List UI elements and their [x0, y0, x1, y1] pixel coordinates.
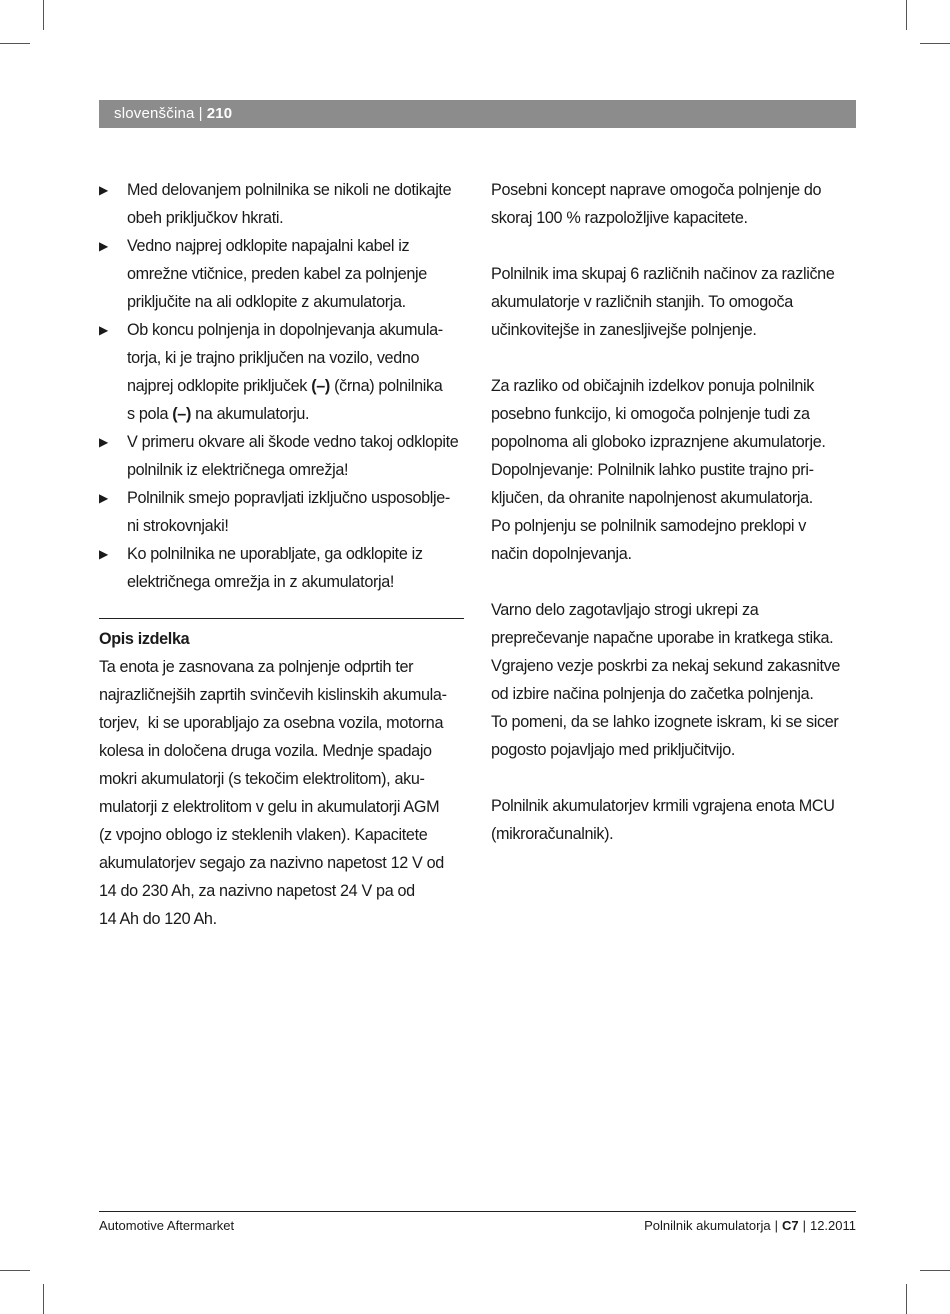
text-line: pogosto pojavljajo med priključitvijo. [491, 741, 736, 759]
text-line: (z vpojno oblogo iz steklenih vlaken). Kapacitete [99, 826, 428, 844]
bullet-line: najprej odklopite priključek [127, 377, 312, 395]
text-line: akumulatorjev segajo za nazivno napetost 12 V od [99, 854, 444, 872]
text-line: kolesa in določena druga vozila. Mednje spadajo [99, 742, 432, 760]
minus-terminal-symbol: (–) [311, 377, 330, 395]
paragraph [491, 176, 851, 232]
crop-mark [43, 1284, 44, 1314]
header-page-number: 210 [206, 105, 233, 122]
bullet-line: na akumulatorju. [190, 405, 310, 423]
text-line: (mikroračunalnik). [491, 825, 614, 843]
footer-separator: | [802, 1218, 806, 1233]
paragraph [491, 596, 851, 764]
text-line: Dopolnjevanje: Polnilnik lahko pustite trajno pri- [491, 461, 814, 479]
bullet-line: torja, ki je trajno priključen na vozilo, vedno [127, 349, 420, 367]
page-header [99, 100, 856, 128]
bullet-line: priključite na ali odklopite z akumulatorja. [127, 293, 406, 311]
footer-divider [99, 1211, 856, 1212]
bullet-arrow-icon: ▶ [99, 547, 108, 561]
footer-page-code: C7 [781, 1218, 799, 1233]
section-divider [99, 618, 464, 619]
crop-mark [920, 1270, 950, 1271]
bullet-arrow-icon: ▶ [99, 435, 108, 449]
bullet-line: ni strokovnjaki! [127, 517, 229, 535]
list-item [99, 540, 464, 596]
bullet-arrow-icon: ▶ [99, 491, 108, 505]
text-line: 14 do 230 Ah, za nazivno napetost 24 V pa od [99, 882, 415, 900]
text-line: To pomeni, da se lahko izognete iskram, ki se sicer [491, 713, 839, 731]
bullet-line: V primeru okvare ali škode vedno takoj odklopite [127, 433, 459, 451]
footer-left-text: Automotive Aftermarket [99, 1218, 235, 1233]
list-item [99, 428, 464, 484]
text-line: preprečevanje napačne uporabe in kratkega stika. [491, 629, 834, 647]
footer-doc-title: Polnilnik akumulatorja [644, 1218, 771, 1233]
text-line: Polnilnik akumulatorjev krmili vgrajena enota MCU [491, 797, 835, 815]
bullet-line: Vedno najprej odklopite napajalni kabel iz [127, 237, 410, 255]
crop-mark [920, 43, 950, 44]
text-line: 14 Ah do 120 Ah. [99, 910, 217, 928]
paragraph [491, 792, 851, 848]
text-line: skoraj 100 % razpoložljive kapacitete. [491, 209, 748, 227]
footer-date: 12.2011 [809, 1218, 856, 1233]
footer-separator: | [774, 1218, 778, 1233]
crop-mark [906, 1284, 907, 1314]
bullet-arrow-icon: ▶ [99, 239, 108, 253]
list-item [99, 176, 464, 232]
text-line: način dopolnjevanja. [491, 545, 632, 563]
text-line: najrazličnejših zaprtih svinčevih kislinskih akumula- [99, 686, 447, 704]
crop-mark [0, 1270, 30, 1271]
page-footer-right [644, 1216, 856, 1236]
text-line: od izbire načina polnjenja do začetka polnjenja. [491, 685, 814, 703]
text-line: Po polnjenju se polnilnik samodejno preklopi v [491, 517, 807, 535]
text-line: učinkovitejše in zanesljivejše polnjenje. [491, 321, 757, 339]
crop-mark [906, 0, 907, 30]
bullet-line: (črna) polnilnika [329, 377, 443, 395]
product-description [99, 653, 464, 933]
list-item [99, 484, 464, 540]
bullet-line: omrežne vtičnice, preden kabel za polnjenje [127, 265, 427, 283]
text-line: mokri akumulatorji (s tekočim elektrolitom), aku- [99, 770, 425, 788]
bullet-line: Ko polnilnika ne uporabljate, ga odklopite iz [127, 545, 423, 563]
text-line: Varno delo zagotavljajo strogi ukrepi za [491, 601, 759, 619]
text-line: posebno funkcijo, ki omogoča polnjenje tudi za [491, 405, 810, 423]
text-line: torjev, ki se uporabljajo za osebna vozila, motorna [99, 714, 444, 732]
crop-mark [43, 0, 44, 30]
text-line: akumulatorje v različnih stanjih. To omogoča [491, 293, 793, 311]
crop-mark [0, 43, 30, 44]
list-item [99, 316, 464, 428]
left-column [99, 176, 464, 933]
header-language: slovenščina [114, 105, 195, 122]
right-column [491, 176, 851, 848]
bullet-line: električnega omrežja in z akumulatorja! [127, 573, 395, 591]
header-separator: | [198, 105, 203, 122]
text-line: ključen, da ohranite napolnjenost akumulatorja. [491, 489, 813, 507]
text-line: Vgrajeno vezje poskrbi za nekaj sekund zakasnitve [491, 657, 841, 675]
bullet-line: obeh priključkov hkrati. [127, 209, 284, 227]
list-item [99, 232, 464, 316]
text-line: Polnilnik ima skupaj 6 različnih načinov za različne [491, 265, 835, 283]
text-line: popolnoma ali globoko izpraznjene akumulatorje. [491, 433, 826, 451]
paragraph [491, 372, 851, 568]
text-line: mulatorji z elektrolitom v gelu in akumulatorji AGM [99, 798, 440, 816]
text-line: Ta enota je zasnovana za polnjenje odprtih ter [99, 658, 414, 676]
minus-terminal-symbol: (–) [172, 405, 191, 423]
section-title: Opis izdelka [99, 630, 190, 648]
safety-bullet-list [99, 176, 464, 596]
bullet-line: Polnilnik smejo popravljati izključno usposoblje- [127, 489, 450, 507]
bullet-arrow-icon: ▶ [99, 183, 108, 197]
bullet-line: Med delovanjem polnilnika se nikoli ne dotikajte [127, 181, 452, 199]
bullet-line: Ob koncu polnjenja in dopolnjevanja akumula- [127, 321, 443, 339]
paragraph [491, 260, 851, 344]
bullet-line: s pola [127, 405, 173, 423]
bullet-line: polnilnik iz električnega omrežja! [127, 461, 349, 479]
text-line: Posebni koncept naprave omogoča polnjenje do [491, 181, 822, 199]
text-line: Za razliko od običajnih izdelkov ponuja polnilnik [491, 377, 814, 395]
bullet-arrow-icon: ▶ [99, 323, 108, 337]
